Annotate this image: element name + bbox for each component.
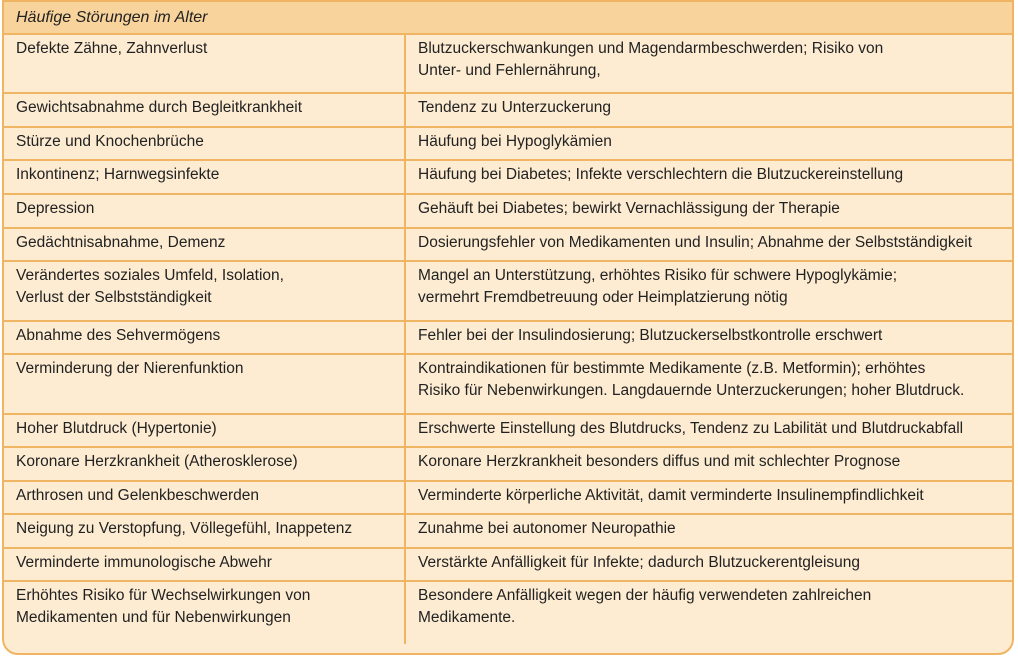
disorder-cell: Gewichtsabnahme durch Begleitkrankheit: [4, 94, 406, 126]
disorder-cell: Abnahme des Sehvermögens: [4, 322, 406, 353]
table-row: [4, 229, 1012, 262]
table-row: [4, 355, 1012, 415]
effect-cell: Besondere Anfälligkeit wegen der häufig verwendeten zahlreichen Medikamente.: [418, 587, 872, 626]
table-row: [4, 128, 1012, 161]
table-row: [4, 415, 1012, 448]
disorder-cell: Verändertes soziales Umfeld, Isolation, Verlust der Selbstständigkeit: [4, 262, 406, 320]
effect-cell: Häufung bei Diabetes; Infekte verschlechtern die Blutzuckereinstellung: [418, 166, 904, 183]
effect-cell: Dosierungsfehler von Medikamenten und Insulin; Abnahme der Selbstständigkeit: [418, 234, 973, 251]
effect-cell: Blutzuckerschwankungen und Magendarmbeschwerden; Risiko von Unter- und Fehlernährung,: [418, 40, 884, 79]
disorder-cell: Depression: [4, 195, 406, 227]
table-row: [4, 549, 1012, 582]
effect-cell: Zunahme bei autonomer Neuropathie: [418, 520, 676, 537]
disorder-cell: Inkontinenz; Harnwegsinfekte: [4, 161, 406, 193]
disorder-cell: Arthrosen und Gelenkbeschwerden: [4, 482, 406, 513]
disorder-cell: Verminderung der Nierenfunktion: [4, 355, 406, 413]
table-row: [4, 262, 1012, 322]
table-row: [4, 195, 1012, 229]
effect-cell: Fehler bei der Insulindosierung; Blutzuckerselbstkontrolle erschwert: [418, 327, 883, 344]
disorder-cell: Erhöhtes Risiko für Wechselwirkungen von Medikamenten und für Nebenwirkungen: [4, 582, 406, 644]
table-row: [4, 161, 1012, 195]
disorders-table: [2, 0, 1014, 655]
table-row: [4, 35, 1012, 94]
effect-cell: Häufung bei Hypoglykämien: [418, 133, 612, 150]
disorder-cell: Hoher Blutdruck (Hypertonie): [4, 415, 406, 446]
table-row: [4, 515, 1012, 549]
effect-cell: Mangel an Unterstützung, erhöhtes Risiko für schwere Hypoglykämie; vermehrt Fremdbetreuung oder Heimplatzierung nötig: [418, 267, 898, 306]
effect-cell: Kontraindikationen für bestimmte Medikamente (z.B. Metformin); erhöhtes Risiko für Nebenwirkungen. Langdauernde Unterzuckerungen; hoher Blutdruck.: [418, 360, 965, 399]
table-row: [4, 448, 1012, 482]
disorder-cell: Verminderte immunologische Abwehr: [4, 549, 406, 580]
disorder-cell: Neigung zu Verstopfung, Völlegefühl, Inappetenz: [4, 515, 406, 547]
effect-cell: Koronare Herzkrankheit besonders diffus und mit schlechter Prognose: [418, 453, 901, 470]
disorder-cell: Stürze und Knochenbrüche: [4, 128, 406, 159]
table-row: [4, 582, 1012, 644]
disorder-cell: Defekte Zähne, Zahnverlust: [4, 35, 406, 92]
effect-cell: Gehäuft bei Diabetes; bewirkt Vernachlässigung der Therapie: [418, 200, 840, 217]
table-row: [4, 322, 1012, 355]
effect-cell: Verminderte körperliche Aktivität, damit verminderte Insulinempfindlichkeit: [418, 487, 924, 504]
table-row: [4, 94, 1012, 128]
effect-cell: Verstärkte Anfälligkeit für Infekte; dadurch Blutzuckerentgleisung: [418, 554, 860, 571]
table-row: [4, 482, 1012, 515]
effect-cell: Erschwerte Einstellung des Blutdrucks, Tendenz zu Labilität und Blutdruckabfall: [418, 420, 964, 437]
table-title: Häufige Störungen im Alter: [4, 2, 1012, 35]
disorder-cell: Gedächtnisabnahme, Demenz: [4, 229, 406, 260]
disorder-cell: Koronare Herzkrankheit (Atherosklerose): [4, 448, 406, 480]
effect-cell: Tendenz zu Unterzuckerung: [418, 99, 612, 116]
